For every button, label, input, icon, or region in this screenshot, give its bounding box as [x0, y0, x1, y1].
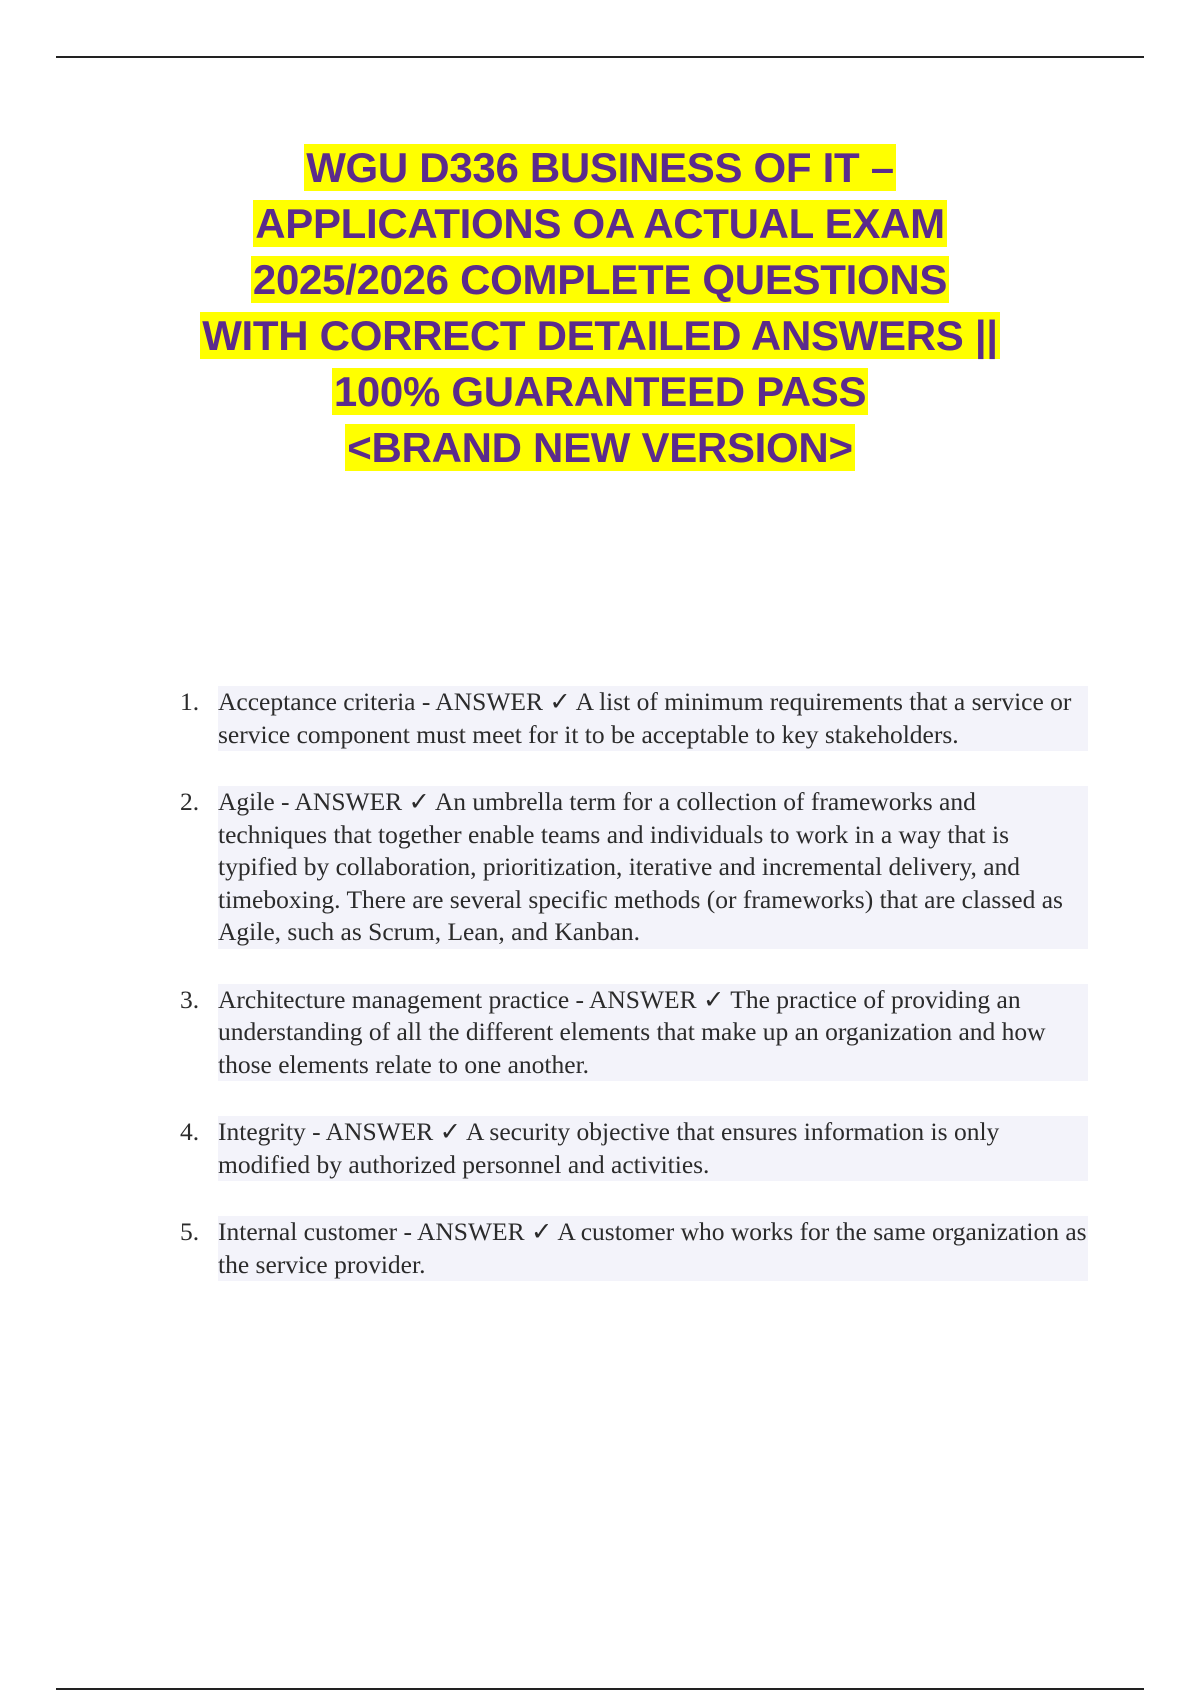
question-number: 1. [180, 687, 200, 716]
title-line-text: 100% GUARANTEED PASS [333, 368, 867, 415]
question-number: 4. [180, 1117, 200, 1146]
title-line [0, 140, 1200, 196]
question-list [0, 686, 1200, 1316]
question-text: Acceptance criteria - ANSWER ✓ A list of minimum requirements that a service or service component must meet for it to be acceptable to key stakeholders. [218, 686, 1088, 751]
title-line [0, 308, 1200, 364]
question-number: 3. [180, 984, 200, 1014]
title-line-text: APPLICATIONS OA ACTUAL EXAM [255, 200, 945, 247]
title-line-text: WITH CORRECT DETAILED ANSWERS || [202, 312, 998, 359]
title-line [0, 364, 1200, 420]
question-item [0, 786, 1200, 949]
question-item [0, 1116, 1200, 1181]
title-line-text: <BRAND NEW VERSION> [347, 424, 853, 471]
question-item [0, 686, 1200, 751]
question-text: Internal customer - ANSWER ✓ A customer who works for the same organization as the service provider. [218, 1216, 1088, 1281]
question-text: Integrity - ANSWER ✓ A security objective that ensures information is only modified by authorized personnel and activities. [218, 1116, 1088, 1181]
title-line [0, 196, 1200, 252]
question-text: Architecture management practice - ANSWER ✓ The practice of providing an understanding of all the different elements that make up an organization and how those elements relate to one another. [218, 984, 1088, 1082]
top-rule [56, 56, 1144, 58]
question-item [0, 984, 1200, 1082]
document-title [0, 140, 1200, 476]
title-line-text: WGU D336 BUSINESS OF IT – [306, 144, 894, 191]
question-item [0, 1216, 1200, 1281]
question-number: 2. [180, 787, 200, 816]
title-line-text: 2025/2026 COMPLETE QUESTIONS [252, 256, 948, 303]
question-text: Agile - ANSWER ✓ An umbrella term for a collection of frameworks and techniques that together enable teams and individuals to work in a way that is typified by collaboration, prioritization, iterative and incremental delivery, and timeboxing. There are several specific methods (or frameworks) that are classed as Agile, such as Scrum, Lean, and Kanban. [218, 786, 1088, 949]
title-line [0, 420, 1200, 476]
bottom-rule [56, 1688, 1144, 1690]
question-number: 5. [180, 1217, 200, 1246]
title-line [0, 252, 1200, 308]
